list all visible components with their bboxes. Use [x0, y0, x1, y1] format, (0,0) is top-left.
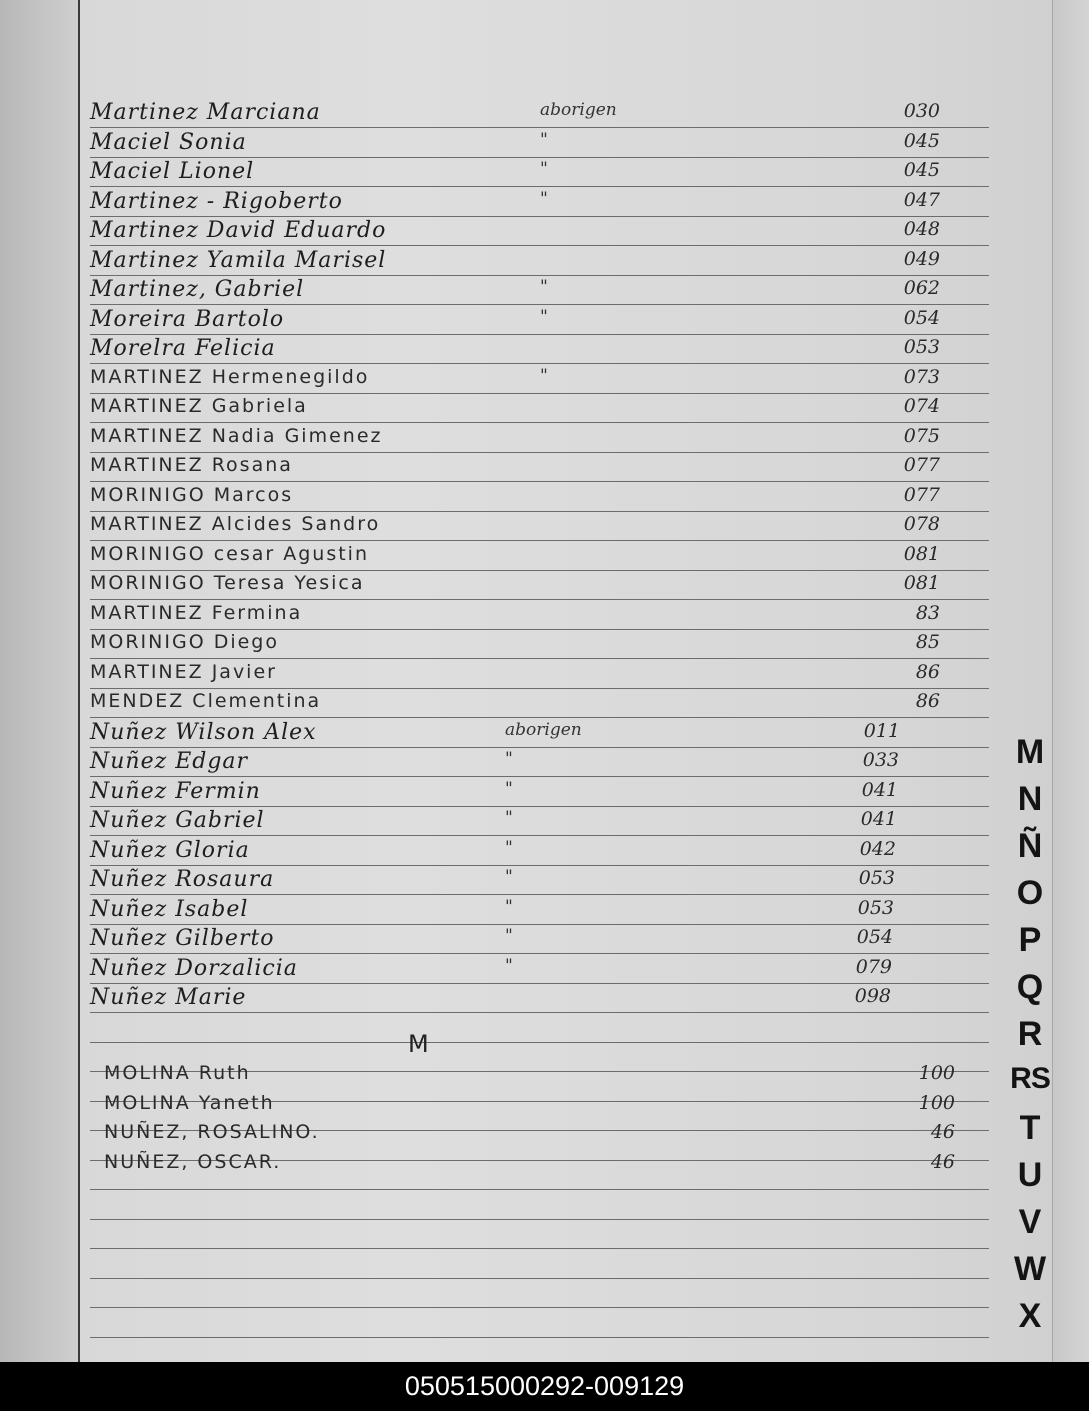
entry-origin: " — [540, 188, 548, 209]
entry-name: MARTINEZ Hermenegildo — [90, 365, 370, 388]
index-tab[interactable]: Q — [1016, 968, 1044, 1006]
entry-number: 045 — [903, 159, 940, 181]
index-tab[interactable]: R — [1017, 1015, 1043, 1053]
entry-name: Martinez Yamila Marisel — [90, 247, 387, 273]
entry-name: Martinez Marciana — [90, 100, 321, 125]
entry-name: Nuñez Gloria — [90, 837, 250, 863]
entry-number: 46 — [930, 1121, 955, 1143]
entry-origin: aborigen — [540, 100, 617, 120]
entry-origin: " — [505, 778, 513, 799]
alphabet-index — [1008, 0, 1054, 1362]
entry-name: Martinez David Eduardo — [90, 218, 387, 243]
entry-name: Nuñez Isabel — [90, 896, 249, 922]
entry-number: 098 — [854, 985, 891, 1007]
entry-name: Martinez, Gabriel — [90, 277, 305, 302]
entry-origin: " — [505, 926, 513, 946]
entry-number: 079 — [855, 955, 892, 978]
entry-number: 073 — [903, 365, 940, 388]
entry-origin: aborigen — [505, 719, 582, 740]
entry-origin: " — [505, 867, 513, 887]
entry-name: MOLINA Ruth — [104, 1062, 251, 1084]
entry-origin: " — [505, 837, 513, 858]
entry-number: 053 — [858, 867, 895, 889]
ledger-row — [0, 1151, 1050, 1180]
entry-number: 83 — [915, 601, 940, 624]
index-tab[interactable]: O — [1016, 874, 1044, 912]
index-tab[interactable]: N — [1017, 780, 1043, 818]
entry-origin: " — [540, 159, 548, 179]
entry-name: MARTINEZ Fermina — [90, 601, 303, 624]
entry-origin: " — [505, 955, 513, 976]
entry-name: MARTINEZ Gabriela — [90, 395, 308, 417]
entry-number: 86 — [915, 690, 940, 712]
entry-number: 041 — [861, 778, 898, 801]
entry-name: Nuñez Gilberto — [90, 926, 275, 951]
entry-origin: " — [505, 896, 513, 917]
entry-origin: " — [505, 808, 513, 828]
entry-origin: " — [505, 749, 513, 769]
index-tab[interactable]: M — [1015, 733, 1045, 771]
entry-name: Maciel Sonia — [90, 129, 247, 155]
entry-name: Moreira Bartolo — [90, 306, 285, 332]
entry-number: 077 — [903, 483, 940, 506]
entry-number: 045 — [903, 129, 940, 152]
entry-name: MARTINEZ Alcides Sandro — [90, 513, 381, 535]
entry-number: 86 — [915, 660, 940, 683]
entry-number: 053 — [857, 896, 894, 919]
entry-number: 054 — [903, 306, 940, 329]
entry-origin: " — [540, 306, 548, 327]
ledger-row — [0, 1062, 1050, 1091]
entry-number: 85 — [915, 631, 940, 653]
entry-number: 011 — [863, 719, 900, 742]
entry-number: 062 — [903, 277, 940, 299]
index-tab[interactable]: RS — [1010, 1062, 1050, 1095]
entry-name: MORINIGO cesar Agustin — [90, 542, 369, 565]
entry-name: Morelra Felicia — [90, 336, 276, 361]
entry-number: 049 — [903, 247, 940, 270]
entry-number: 100 — [918, 1062, 955, 1084]
entry-number: 048 — [903, 218, 940, 240]
ledger-row — [0, 1121, 1050, 1150]
index-tab[interactable]: P — [1018, 921, 1042, 959]
entry-name: Nuñez Dorzalicia — [90, 955, 298, 981]
entry-number: 078 — [903, 513, 940, 535]
entry-name: MARTINEZ Nadia Gimenez — [90, 424, 383, 447]
index-tab[interactable]: U — [1017, 1156, 1043, 1194]
index-tab[interactable]: T — [1019, 1109, 1041, 1147]
entry-origin: " — [540, 365, 548, 386]
ledger-row — [0, 1092, 1050, 1121]
barcode-number: 050515000292-009129 — [404, 1371, 685, 1401]
entry-number: 100 — [918, 1091, 955, 1114]
entry-number: 033 — [862, 749, 899, 771]
index-tab[interactable]: Ñ — [1017, 827, 1043, 865]
entry-number: 077 — [903, 454, 940, 476]
entry-name: NUÑEZ, OSCAR. — [104, 1150, 282, 1173]
entry-name: MENDEZ Clementina — [90, 690, 322, 712]
entry-name: MOLINA Yaneth — [104, 1091, 275, 1114]
entry-number: 030 — [903, 100, 940, 122]
entry-name: MORINIGO Diego — [90, 631, 279, 653]
section-letter: M — [408, 1030, 429, 1058]
entry-number: 081 — [903, 572, 940, 594]
entry-number: 054 — [856, 926, 893, 948]
entry-number: 074 — [903, 395, 940, 417]
index-tab[interactable]: X — [1018, 1297, 1042, 1335]
entry-number: 081 — [903, 542, 940, 565]
entry-origin: " — [540, 129, 548, 150]
entry-number: 042 — [859, 837, 896, 860]
entry-number: 041 — [860, 808, 897, 830]
entry-name: Nuñez Edgar — [90, 749, 249, 774]
entry-name: Nuñez Gabriel — [90, 808, 265, 833]
entry-name: Nuñez Wilson Alex — [90, 719, 317, 745]
entry-number: 075 — [903, 424, 940, 447]
entry-name: Nuñez Fermin — [90, 778, 261, 804]
entry-number: 053 — [903, 336, 940, 358]
barcode-bar — [0, 1362, 1089, 1411]
entry-name: MORINIGO Marcos — [90, 483, 294, 506]
index-tab[interactable]: V — [1018, 1203, 1042, 1241]
entry-name: Nuñez Marie — [90, 985, 247, 1010]
entry-name: MORINIGO Teresa Yesica — [90, 572, 365, 594]
entry-origin: " — [540, 277, 548, 297]
entry-name: MARTINEZ Javier — [90, 660, 277, 683]
entry-number: 46 — [930, 1150, 955, 1173]
entry-name: Maciel Lionel — [90, 159, 255, 184]
index-tab[interactable]: W — [1013, 1250, 1047, 1288]
entry-name: Nuñez Rosaura — [90, 867, 275, 892]
entry-name: Martinez - Rigoberto — [90, 188, 343, 214]
entry-name: NUÑEZ, ROSALINO. — [104, 1121, 320, 1143]
entry-name: MARTINEZ Rosana — [90, 454, 293, 476]
entry-number: 047 — [903, 188, 940, 211]
